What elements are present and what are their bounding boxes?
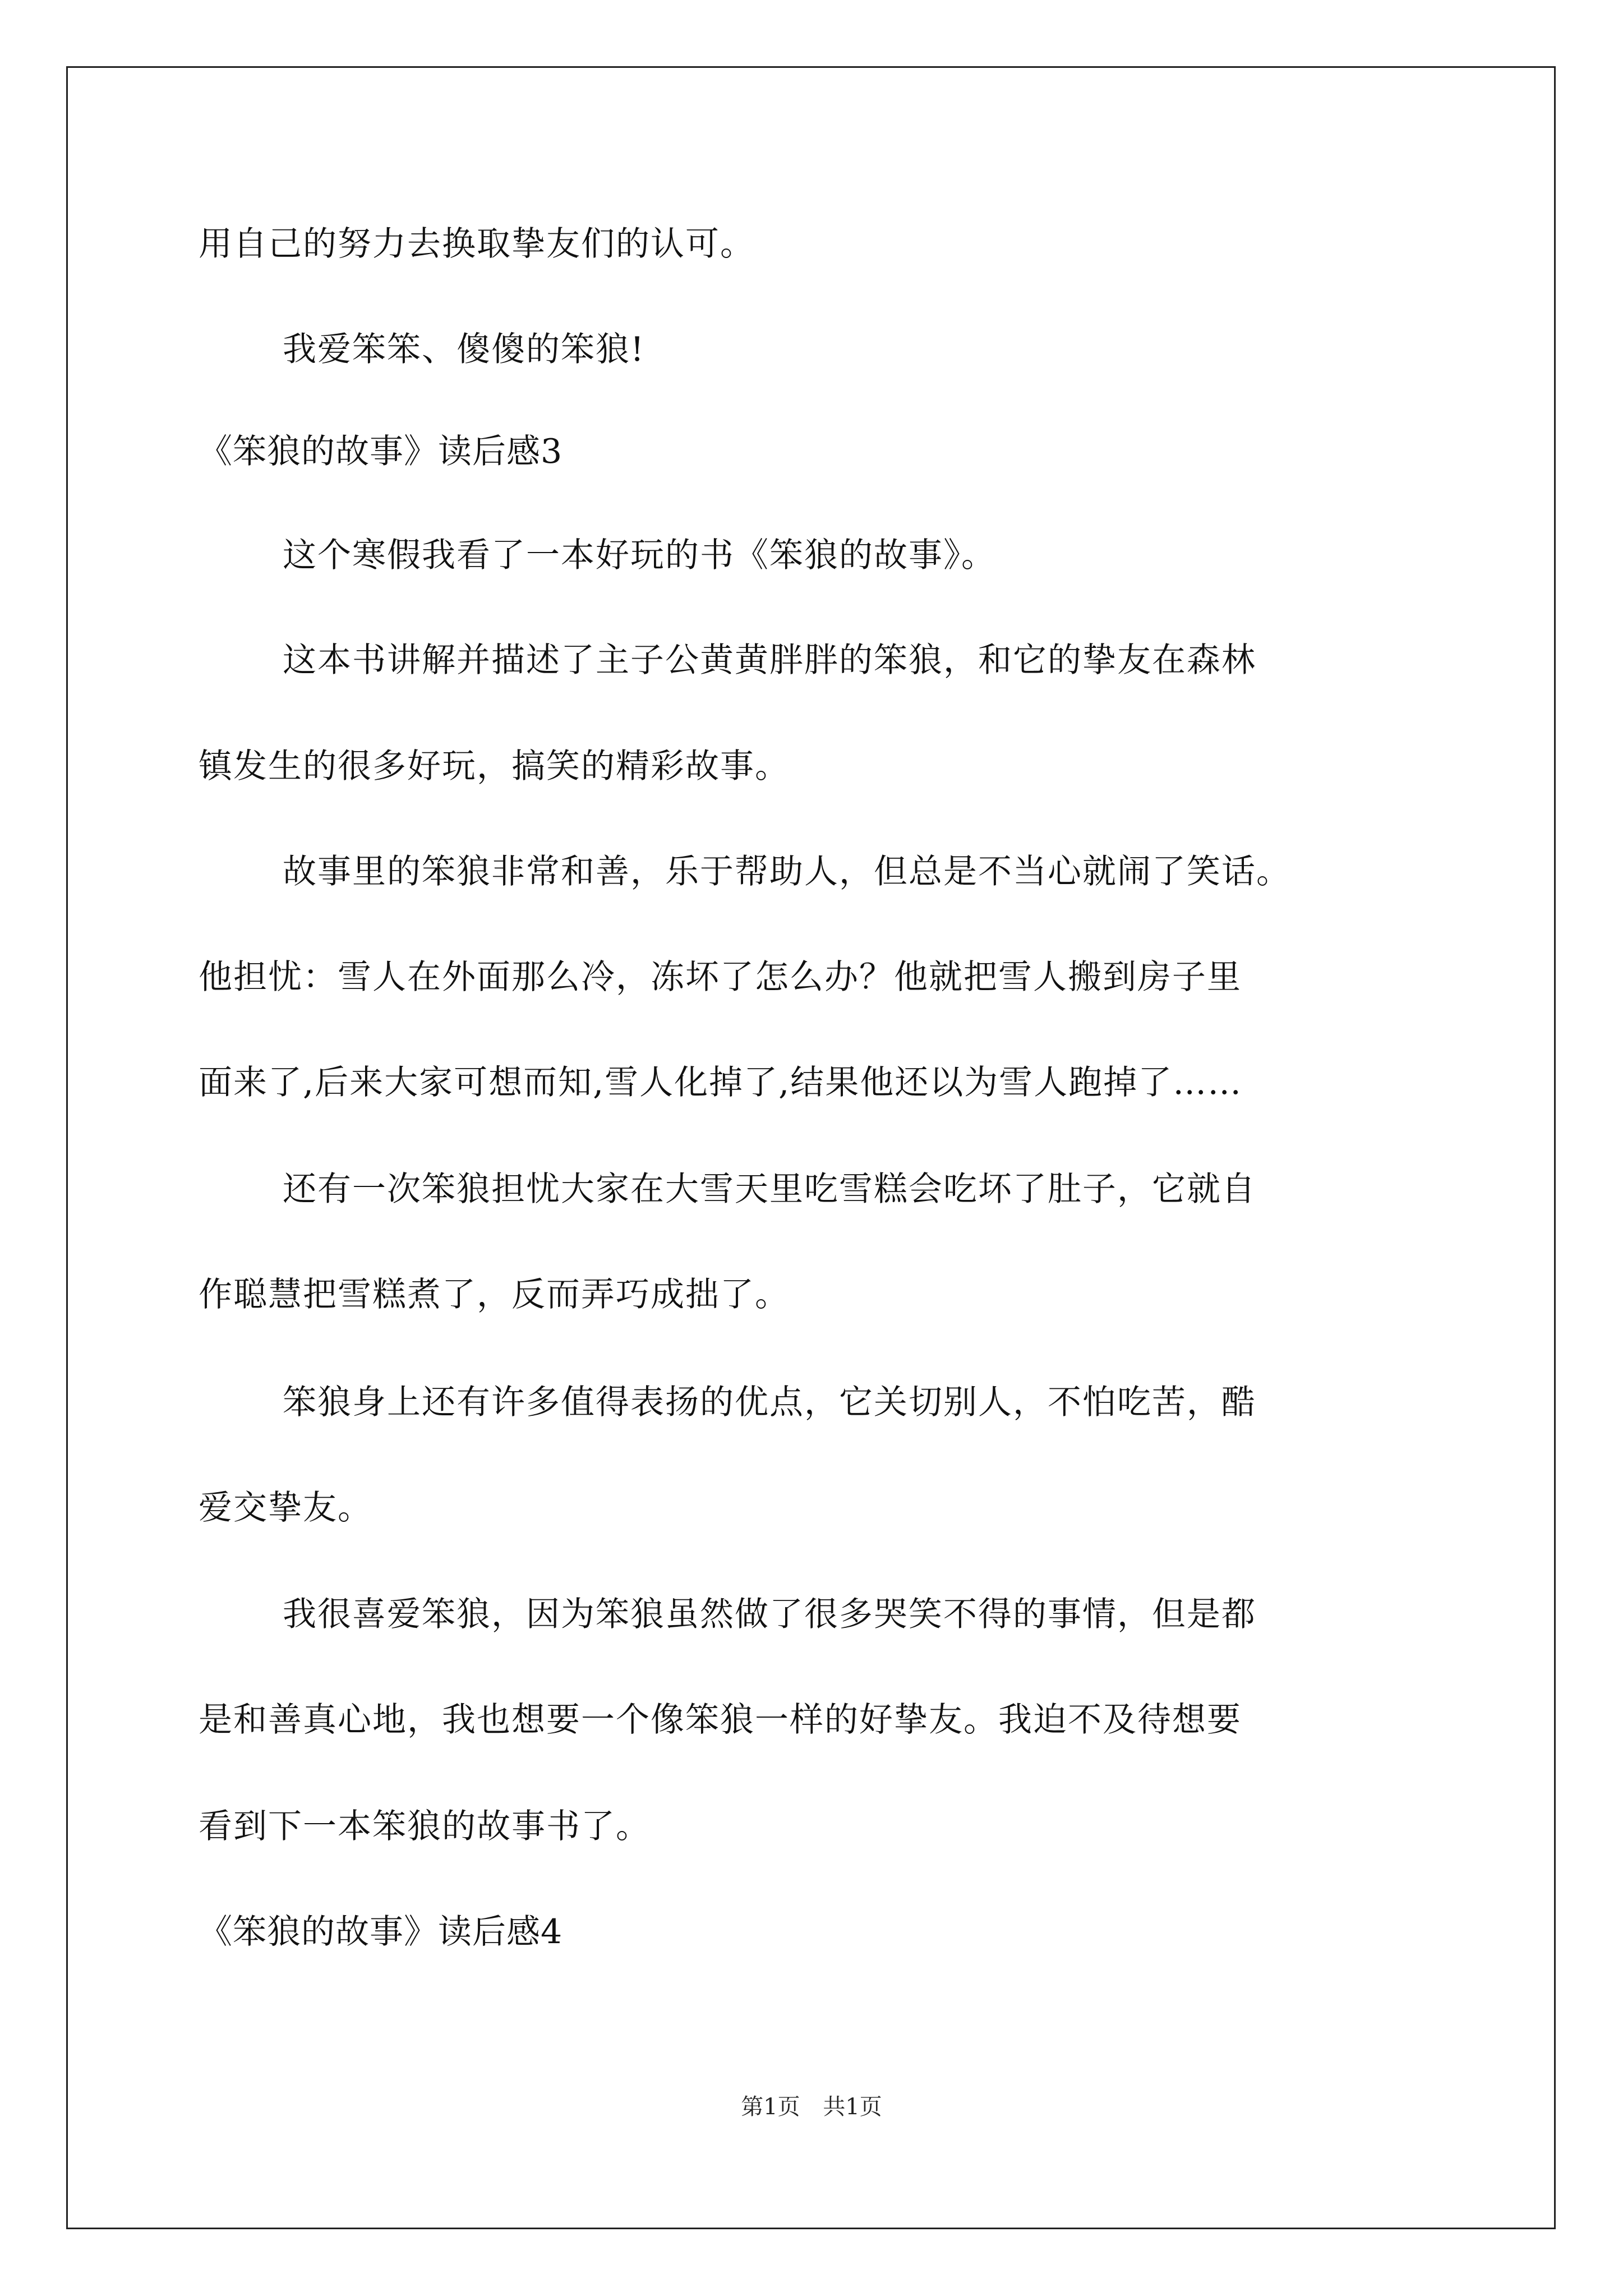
paragraph-line: 笨狼身上还有许多值得表扬的优点，它关切别人，不怕吃苦，酷 <box>283 1383 1256 1422</box>
paragraph-line: 是和善真心地，我也想要一个像笨狼一样的好挚友。我迫不及待想要 <box>199 1700 1242 1740</box>
paragraph-line: 用自己的努力去换取挚友们的认可。 <box>199 224 755 264</box>
section-heading: 《笨狼的故事》读后感4 <box>199 1912 563 1952</box>
page-footer <box>0 2091 1623 2123</box>
paragraph-line: 爱交挚友。 <box>199 1488 372 1527</box>
paragraph-line: 作聪慧把雪糕煮了，反而弄巧成拙了。 <box>199 1275 790 1314</box>
page-number: 第1页 <box>741 2094 800 2120</box>
paragraph-line: 面来了,后来大家可想而知,雪人化掉了,结果他还以为雪人跑掉了…… <box>199 1063 1243 1102</box>
page-frame <box>66 66 1556 2229</box>
paragraph-line: 我爱笨笨、傻傻的笨狼! <box>283 330 645 369</box>
section-heading: 《笨狼的故事》读后感3 <box>199 432 563 471</box>
paragraph-line: 我很喜爱笨狼，因为笨狼虽然做了很多哭笑不得的事情，但是都 <box>283 1595 1256 1634</box>
paragraph-line: 这个寒假我看了一本好玩的书《笨狼的故事》。 <box>283 536 996 575</box>
page-total: 共1页 <box>823 2094 882 2120</box>
paragraph-line: 故事里的笨狼非常和善，乐于帮助人，但总是不当心就闹了笑话。 <box>283 852 1291 891</box>
paragraph-line: 他担忧：雪人在外面那么冷，冻坏了怎么办？他就把雪人搬到房子里 <box>199 958 1242 997</box>
paragraph-line: 还有一次笨狼担忧大家在大雪天里吃雪糕会吃坏了肚子，它就自 <box>283 1170 1256 1209</box>
paragraph-line: 这本书讲解并描述了主子公黄黄胖胖的笨狼，和它的挚友在森林 <box>283 641 1256 680</box>
paragraph-line: 镇发生的很多好玩，搞笑的精彩故事。 <box>199 747 790 786</box>
paragraph-line: 看到下一本笨狼的故事书了。 <box>199 1807 651 1846</box>
